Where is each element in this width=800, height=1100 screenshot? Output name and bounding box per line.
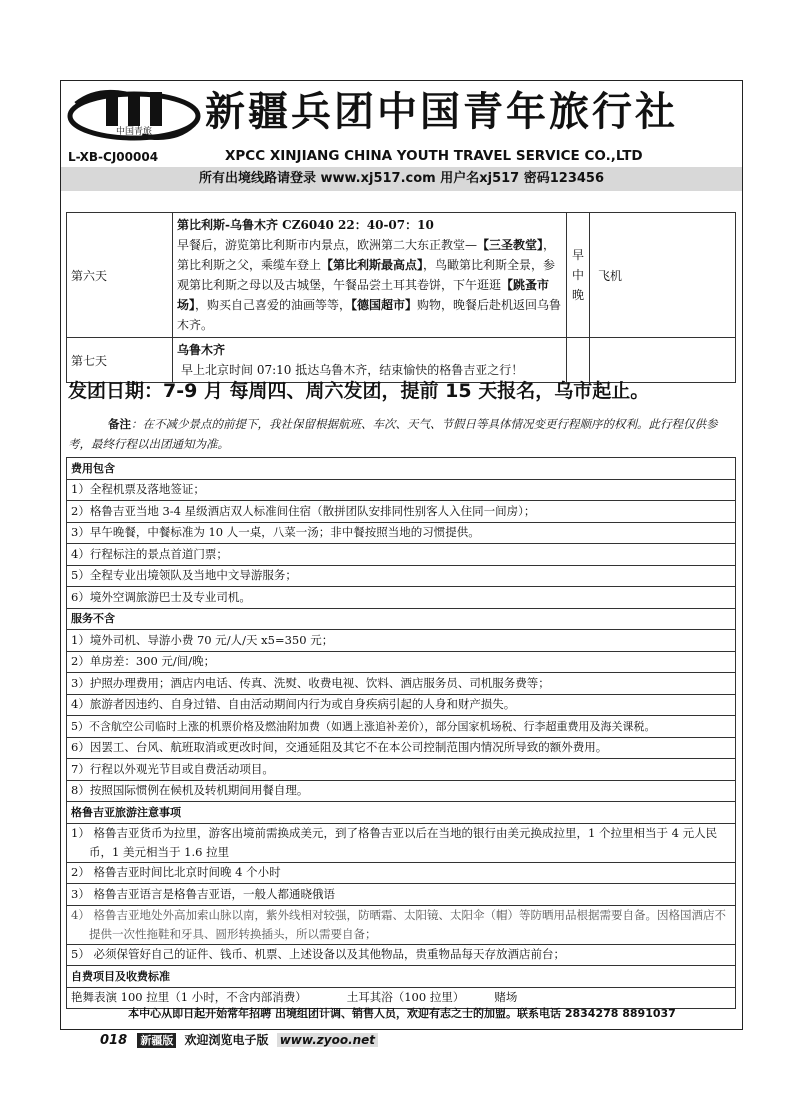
page-number: 018 xyxy=(100,1033,128,1048)
table-row xyxy=(67,587,736,609)
route-description: 早上北京时间 07:10 抵达乌鲁木齐，结束愉快的格鲁吉亚之行！ xyxy=(181,363,524,377)
list-item: 3）早午晚餐，中餐标准为 10 人一桌，八菜一汤；非中餐按照当地的习惯提供。 xyxy=(67,522,736,544)
fees-included-title: 费用包含 xyxy=(67,458,736,480)
attraction-highlight: 【第比利斯最高点】 xyxy=(321,258,424,272)
itinerary-row xyxy=(67,213,736,338)
section-header xyxy=(67,458,736,480)
list-item: 2）格鲁吉亚当地 3-4 星级酒店双人标准间住宿（散拼团队安排同性别客人入住同一间房）； xyxy=(67,501,736,523)
table-row xyxy=(67,565,736,587)
optional-item: 土耳其浴（100 拉里） xyxy=(346,990,465,1005)
list-item: 1） 格鲁吉亚货币为拉里，游客出境前需换成美元，到了格鲁吉亚以后在当地的银行由美元换成拉里，1 个拉里相当于 4 元人民币，1 美元相当于 1.6 拉里 xyxy=(67,823,736,862)
fees-excluded-title: 服务不含 xyxy=(67,608,736,630)
route-text: 购物，晚餐后赴机返回乌鲁木齐。 xyxy=(177,298,562,332)
table-row xyxy=(67,823,736,862)
list-item: 6）境外空调旅游巴士及专业司机。 xyxy=(67,587,736,609)
login-notice: 所有出境线路请登录 www.xj517.com 用户名xj517 密码123456 xyxy=(61,167,742,191)
route-cell xyxy=(173,213,567,338)
departure-dates: 发团日期：7-9 月 每周四、周六发团，提前 15 天报名，乌市起止。 xyxy=(68,380,650,402)
list-item: 5）全程专业出境领队及当地中文导游服务； xyxy=(67,565,736,587)
table-row xyxy=(67,651,736,673)
list-item: 7）行程以外观光节目或自费活动项目。 xyxy=(67,759,736,781)
list-item: 3） 格鲁吉亚语言是格鲁吉亚语，一般人都通晓俄语 xyxy=(67,884,736,906)
optional-item: 赌场 xyxy=(494,990,518,1005)
logo-text: 中国青旅 xyxy=(115,127,153,137)
attraction-highlight: 【三圣教堂】 xyxy=(477,238,544,252)
day-label: 第六天 xyxy=(67,213,173,338)
table-row xyxy=(67,544,736,566)
recruitment-notice: 本中心从即日起开始常年招聘 出境组团计调、销售人员，欢迎有志之士的加盟。联系电话 2834278 8891037 xyxy=(128,1007,676,1020)
remark xyxy=(68,414,728,454)
route-heading: 乌鲁木齐 xyxy=(177,343,226,357)
list-item: 4）行程标注的景点首道门票； xyxy=(67,544,736,566)
list-item: 1）境外司机、导游小费 70 元/人/天 x5=350 元； xyxy=(67,630,736,652)
optional-title: 自费项目及收费标准 xyxy=(67,966,736,988)
section-header xyxy=(67,802,736,824)
route-text: ，第比利斯之父，乘缆车登上 xyxy=(177,238,556,272)
day-label: 第七天 xyxy=(67,338,173,383)
section-header xyxy=(67,608,736,630)
company-title-en: XPCC XINJIANG CHINA YOUTH TRAVEL SERVICE CO.,LTD xyxy=(225,148,643,164)
license-number: L-XB-CJ00004 xyxy=(68,150,159,164)
list-item: 2） 格鲁吉亚时间比北京时间晚 4 个小时 xyxy=(67,862,736,884)
table-row xyxy=(67,479,736,501)
list-item: 1）全程机票及落地签证； xyxy=(67,479,736,501)
meal-breakfast: 早 xyxy=(571,248,584,262)
attraction-highlight: 【德国超市】 xyxy=(351,298,418,312)
list-item: 3）护照办理费用；酒店内电话、传真、洗熨、收费电视、饮料、酒店服务员、司机服务费等； xyxy=(67,673,736,695)
footer-url: www.zyoo.net xyxy=(277,1033,378,1047)
table-row xyxy=(67,780,736,802)
transport-note: 飞机 xyxy=(590,213,736,338)
meal-lunch: 中 xyxy=(571,268,584,282)
route-text: 早餐后，游览第比利斯市内景点，欧洲第二大东正教堂— xyxy=(177,238,478,252)
fees-table xyxy=(66,457,736,1009)
list-item: 8）按照国际惯例在候机及转机期间用餐自理。 xyxy=(67,780,736,802)
edition-badge: 新疆版 xyxy=(137,1033,176,1048)
table-row xyxy=(67,630,736,652)
route-text: ，鸟瞰第比利斯全景，参观第比利斯之母以及古城堡，午餐品尝土耳其卷饼，下午逛逛 xyxy=(177,258,556,292)
remark-text: ：在不减少景点的前提下，我社保留根据航班、车次、天气、节假日等具体情况变更行程顺序的权利。此行程仅供参考，最终行程以出团通知为准。 xyxy=(68,417,718,451)
tips-title: 格鲁吉亚旅游注意事项 xyxy=(67,802,736,824)
itinerary-table xyxy=(66,212,736,383)
list-item: 5）不含航空公司临时上涨的机票价格及燃油附加费（如遇上涨追补差价），部分国家机场税、行李超重费用及海关课税。 xyxy=(67,716,736,738)
table-row xyxy=(67,694,736,716)
page-footer xyxy=(100,1031,378,1048)
route-text: ，购买自己喜爱的油画等等， xyxy=(195,298,352,312)
optional-item: 艳舞表演 100 拉里（1 小时，不含内部消费） xyxy=(71,990,307,1005)
list-item: 4） 格鲁吉亚地处外高加索山脉以南，紫外线相对较强，防晒霜、太阳镜、太阳伞（帽）等防晒用品根据需要自备。因格国酒店不提供一次性拖鞋和牙具、圆形转换插头，所以需要自备； xyxy=(67,905,736,944)
table-row xyxy=(67,759,736,781)
attraction-highlight: 【跳蚤市场】 xyxy=(177,278,550,312)
remark-label: 备注 xyxy=(108,417,131,431)
meal-dinner: 晚 xyxy=(571,288,584,302)
table-row xyxy=(67,862,736,884)
table-row xyxy=(67,944,736,966)
list-item: 2）单房差：300 元/间/晚； xyxy=(67,651,736,673)
table-row xyxy=(67,673,736,695)
company-title-cn: 新疆兵团中国青年旅行社 xyxy=(205,89,678,135)
footer-text: 欢迎浏览电子版 xyxy=(184,1033,269,1047)
meals-cell xyxy=(567,213,590,338)
table-row xyxy=(67,737,736,759)
table-row xyxy=(67,716,736,738)
cyts-logo xyxy=(66,84,202,146)
list-item: 6）因罢工、台风、航班取消或更改时间，交通延阻及其它不在本公司控制范围内情况所导致的额外费用。 xyxy=(67,737,736,759)
list-item: 4）旅游者因违约、自身过错、自由活动期间内行为或自身疾病引起的人身和财产损失。 xyxy=(67,694,736,716)
list-item: 5） 必须保管好自己的证件、钱币、机票、上述设备以及其他物品，贵重物品每天存放酒店前台； xyxy=(67,944,736,966)
table-row xyxy=(67,501,736,523)
route-description xyxy=(177,235,562,335)
table-row xyxy=(67,522,736,544)
table-row xyxy=(67,905,736,944)
section-header xyxy=(67,966,736,988)
table-row xyxy=(67,884,736,906)
route-heading: 第比利斯-乌鲁木齐 CZ6040 22：40-07：10 xyxy=(177,218,434,232)
